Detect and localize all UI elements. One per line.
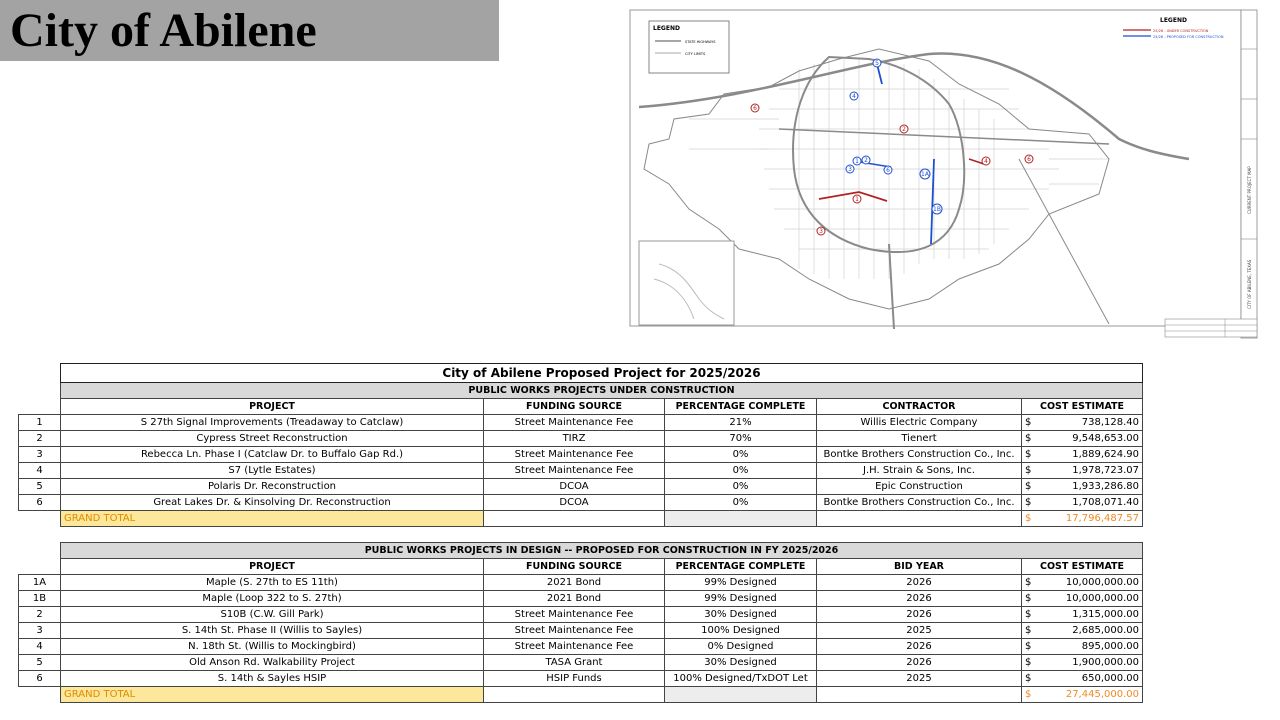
row-number: 4 <box>19 463 61 479</box>
percentage-complete: 70% <box>665 431 817 447</box>
project-name: Cypress Street Reconstruction <box>61 431 484 447</box>
funding-source: Street Maintenance Fee <box>484 447 665 463</box>
funding-source: DCOA <box>484 479 665 495</box>
currency-symbol: $ <box>1022 607 1042 623</box>
svg-text:4: 4 <box>852 93 856 100</box>
svg-text:3: 3 <box>819 228 823 235</box>
percentage-complete: 0% <box>665 463 817 479</box>
svg-text:1: 1 <box>855 158 859 165</box>
currency-symbol: $ <box>1022 495 1042 511</box>
title-block-line1: CURRENT PROJECT MAP <box>1247 166 1252 214</box>
currency-symbol: $ <box>1022 591 1042 607</box>
funding-source: HSIP Funds <box>484 671 665 687</box>
currency-symbol: $ <box>1022 639 1042 655</box>
bid-year: 2025 <box>817 623 1022 639</box>
lake-inset <box>639 241 734 325</box>
section-title-under-construction: PUBLIC WORKS PROJECTS UNDER CONSTRUCTION <box>61 383 1143 399</box>
table-row <box>19 447 1143 463</box>
table-row <box>19 607 1143 623</box>
table-row <box>19 479 1143 495</box>
table-row <box>19 655 1143 671</box>
project-name: S10B (C.W. Gill Park) <box>61 607 484 623</box>
cost-estimate: 10,000,000.00 <box>1042 575 1143 591</box>
cost-estimate: 10,000,000.00 <box>1042 591 1143 607</box>
funding-source: 2021 Bond <box>484 575 665 591</box>
bid-year: 2026 <box>817 575 1022 591</box>
currency-symbol: $ <box>1022 479 1042 495</box>
contractor: Tienert <box>817 431 1022 447</box>
funding-source: Street Maintenance Fee <box>484 623 665 639</box>
percentage-complete: 0% <box>665 447 817 463</box>
project-name: S. 14th St. Phase II (Willis to Sayles) <box>61 623 484 639</box>
funding-source: 2021 Bond <box>484 591 665 607</box>
table-row <box>19 495 1143 511</box>
legend-right-item: 25/26 - UNDER CONSTRUCTION <box>1153 29 1209 33</box>
funding-source: TASA Grant <box>484 655 665 671</box>
percentage-complete: 21% <box>665 415 817 431</box>
svg-text:6: 6 <box>1027 156 1031 163</box>
grand-total-label: GRAND TOTAL <box>61 511 484 527</box>
contractor: Willis Electric Company <box>817 415 1022 431</box>
projects-table-container <box>18 363 1142 703</box>
map-legend-left <box>649 21 729 73</box>
project-name: Old Anson Rd. Walkability Project <box>61 655 484 671</box>
cost-estimate: 1,933,286.80 <box>1042 479 1143 495</box>
svg-text:1A: 1A <box>921 171 929 178</box>
currency-symbol: $ <box>1022 511 1042 527</box>
grand-total-value: 27,445,000.00 <box>1042 687 1143 703</box>
header-row <box>19 399 1143 415</box>
row-number: 3 <box>19 447 61 463</box>
bid-year: 2025 <box>817 671 1022 687</box>
svg-text:6: 6 <box>886 167 890 174</box>
table-row <box>19 623 1143 639</box>
project-name: Maple (Loop 322 to S. 27th) <box>61 591 484 607</box>
column-header: PROJECT <box>61 559 484 575</box>
column-header: COST ESTIMATE <box>1022 559 1143 575</box>
svg-text:5: 5 <box>875 60 879 67</box>
grand-total-value: 17,796,487.57 <box>1042 511 1143 527</box>
header-row <box>19 559 1143 575</box>
column-header: FUNDING SOURCE <box>484 399 665 415</box>
city-map-svg <box>629 9 1259 339</box>
project-name: Rebecca Ln. Phase I (Catclaw Dr. to Buffalo Gap Rd.) <box>61 447 484 463</box>
title-block-line2: CITY OF ABILENE, TEXAS <box>1247 259 1252 309</box>
cost-estimate: 9,548,653.00 <box>1042 431 1143 447</box>
project-name: S7 (Lytle Estates) <box>61 463 484 479</box>
legend-left-title: LEGEND <box>653 25 680 32</box>
currency-symbol: $ <box>1022 687 1042 703</box>
table-row <box>19 463 1143 479</box>
column-header: FUNDING SOURCE <box>484 559 665 575</box>
contractor: J.H. Strain & Sons, Inc. <box>817 463 1022 479</box>
row-number: 6 <box>19 671 61 687</box>
svg-text:3: 3 <box>848 166 852 173</box>
percentage-complete: 0% <box>665 495 817 511</box>
bid-year: 2026 <box>817 639 1022 655</box>
row-number: 1B <box>19 591 61 607</box>
percentage-complete: 99% Designed <box>665 591 817 607</box>
bid-year: 2026 <box>817 591 1022 607</box>
funding-source: Street Maintenance Fee <box>484 415 665 431</box>
percentage-complete: 100% Designed <box>665 623 817 639</box>
contractor: Bontke Brothers Construction Co., Inc. <box>817 447 1022 463</box>
row-number: 5 <box>19 655 61 671</box>
currency-symbol: $ <box>1022 415 1042 431</box>
svg-text:2: 2 <box>902 126 906 133</box>
project-map <box>629 9 1259 339</box>
currency-symbol: $ <box>1022 447 1042 463</box>
column-header: BID YEAR <box>817 559 1022 575</box>
cost-estimate: 738,128.40 <box>1042 415 1143 431</box>
row-number: 1 <box>19 415 61 431</box>
funding-source: TIRZ <box>484 431 665 447</box>
contractor: Bontke Brothers Construction Co., Inc. <box>817 495 1022 511</box>
cost-estimate: 2,685,000.00 <box>1042 623 1143 639</box>
column-header: PERCENTAGE COMPLETE <box>665 559 817 575</box>
funding-source: Street Maintenance Fee <box>484 607 665 623</box>
legend-left-item: STATE HIGHWAYS <box>685 40 716 44</box>
bid-year: 2026 <box>817 607 1022 623</box>
cost-estimate: 1,900,000.00 <box>1042 655 1143 671</box>
row-number: 3 <box>19 623 61 639</box>
table-row <box>19 431 1143 447</box>
contractor: Epic Construction <box>817 479 1022 495</box>
svg-text:2: 2 <box>864 157 868 164</box>
percentage-complete: 0% Designed <box>665 639 817 655</box>
title-banner <box>0 0 499 61</box>
table-row <box>19 591 1143 607</box>
table-row <box>19 671 1143 687</box>
cost-estimate: 895,000.00 <box>1042 639 1143 655</box>
funding-source: Street Maintenance Fee <box>484 463 665 479</box>
column-header: PROJECT <box>61 399 484 415</box>
bid-year: 2026 <box>817 655 1022 671</box>
funding-source: Street Maintenance Fee <box>484 639 665 655</box>
percentage-complete: 30% Designed <box>665 655 817 671</box>
currency-symbol: $ <box>1022 463 1042 479</box>
currency-symbol: $ <box>1022 431 1042 447</box>
section-title-in-design: PUBLIC WORKS PROJECTS IN DESIGN -- PROPOSED FOR CONSTRUCTION IN FY 2025/2026 <box>61 543 1143 559</box>
percentage-complete: 99% Designed <box>665 575 817 591</box>
cost-estimate: 1,978,723.07 <box>1042 463 1143 479</box>
project-name: S. 14th & Sayles HSIP <box>61 671 484 687</box>
cost-estimate: 650,000.00 <box>1042 671 1143 687</box>
grand-total-row <box>19 687 1143 703</box>
svg-text:1: 1 <box>855 196 859 203</box>
cost-estimate: 1,708,071.40 <box>1042 495 1143 511</box>
table-row <box>19 415 1143 431</box>
cost-estimate: 1,889,624.90 <box>1042 447 1143 463</box>
svg-text:1B: 1B <box>933 206 941 213</box>
row-number: 2 <box>19 607 61 623</box>
column-header: CONTRACTOR <box>817 399 1022 415</box>
legend-left-item: CITY LIMITS <box>685 52 706 56</box>
project-name: N. 18th St. (Willis to Mockingbird) <box>61 639 484 655</box>
currency-symbol: $ <box>1022 575 1042 591</box>
currency-symbol: $ <box>1022 623 1042 639</box>
project-name: Great Lakes Dr. & Kinsolving Dr. Reconstruction <box>61 495 484 511</box>
legend-right-item: 25/26 - PROPOSED FOR CONSTRUCTION <box>1153 35 1224 39</box>
percentage-complete: 0% <box>665 479 817 495</box>
project-name: Polaris Dr. Reconstruction <box>61 479 484 495</box>
currency-symbol: $ <box>1022 655 1042 671</box>
table-title: City of Abilene Proposed Project for 2025/2026 <box>61 364 1143 383</box>
row-number: 1A <box>19 575 61 591</box>
svg-text:4: 4 <box>984 158 988 165</box>
funding-source: DCOA <box>484 495 665 511</box>
row-number: 6 <box>19 495 61 511</box>
row-number: 4 <box>19 639 61 655</box>
table-row <box>19 575 1143 591</box>
table-row <box>19 639 1143 655</box>
percentage-complete: 30% Designed <box>665 607 817 623</box>
grand-total-row <box>19 511 1143 527</box>
cost-estimate: 1,315,000.00 <box>1042 607 1143 623</box>
project-name: S 27th Signal Improvements (Treadaway to Catclaw) <box>61 415 484 431</box>
row-number: 5 <box>19 479 61 495</box>
currency-symbol: $ <box>1022 671 1042 687</box>
column-header: PERCENTAGE COMPLETE <box>665 399 817 415</box>
row-number: 2 <box>19 431 61 447</box>
legend-right-title: LEGEND <box>1160 17 1187 24</box>
project-name: Maple (S. 27th to ES 11th) <box>61 575 484 591</box>
page-title: City of Abilene <box>10 4 317 57</box>
svg-text:6: 6 <box>753 105 757 112</box>
grand-total-label: GRAND TOTAL <box>61 687 484 703</box>
percentage-complete: 100% Designed/TxDOT Let <box>665 671 817 687</box>
projects-table <box>18 363 1143 703</box>
column-header: COST ESTIMATE <box>1022 399 1143 415</box>
